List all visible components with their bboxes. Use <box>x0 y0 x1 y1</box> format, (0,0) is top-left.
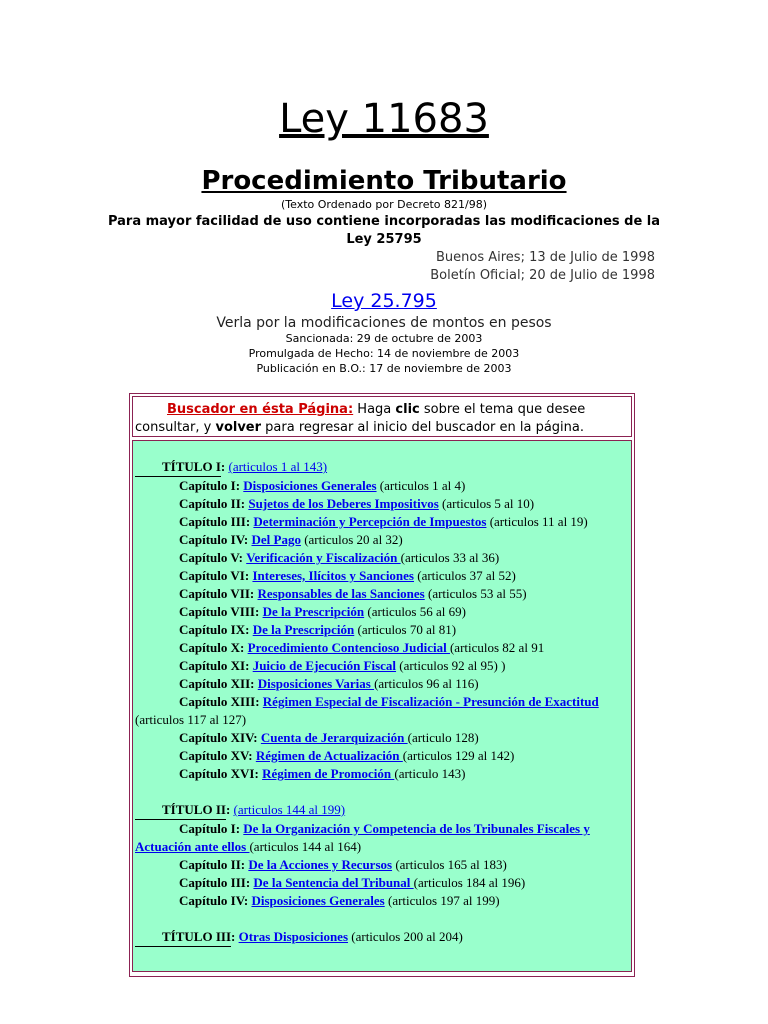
chapter-articles: (articulos 33 al 36) <box>400 550 500 565</box>
titulo-i-chapter-row <box>135 549 629 567</box>
law-subtitle: Procedimiento Tributario <box>201 166 567 196</box>
titulo-iii-link[interactable]: Otras Disposiciones <box>238 929 349 944</box>
chapter-label: Capítulo XIII: <box>179 694 260 709</box>
chapter-link[interactable]: Régimen Especial de Fiscalización - Presunción de Exactitud <box>262 694 599 709</box>
chapter-link[interactable]: De la Prescripción <box>252 622 355 637</box>
chapter-label: Capítulo XV: <box>179 748 253 763</box>
chapter-articles: (articulos 129 al 142) <box>402 748 515 763</box>
chapter-link[interactable]: De la Acciones y Recursos <box>248 857 393 872</box>
chapter-link[interactable]: Disposiciones Varias <box>257 676 375 691</box>
ley-25795-row <box>0 288 768 314</box>
chapter-label: Capítulo IV: <box>179 532 249 547</box>
chapter-label: Capítulo IV: <box>179 893 249 908</box>
chapter-link[interactable]: De la Organización y Competencia de los Tribunales Fiscales y Actuación ante ellos <box>135 821 590 854</box>
chapter-link[interactable]: Procedimiento Contencioso Judicial <box>247 640 450 655</box>
titulo-i-link[interactable]: (articulos 1 al 143) <box>228 459 328 474</box>
chapter-articles: (articulos 5 al 10) <box>438 496 535 511</box>
chapter-label: Capítulo I: <box>179 821 241 836</box>
chapter-label: Capítulo VII: <box>179 586 255 601</box>
modifications-note: Para mayor facilidad de uso contiene incorporadas las modificaciones de la Ley 25795 <box>107 214 661 247</box>
titulo-i-chapter-row <box>135 585 629 603</box>
chapter-index <box>132 440 632 972</box>
chapter-link[interactable]: Régimen de Promoción <box>262 766 395 781</box>
titulo-i-chapter-row <box>135 477 629 495</box>
search-text-3: para regresar al inicio del buscador en la página. <box>261 420 584 435</box>
titulo-ii-chapter-row <box>135 874 629 892</box>
chapter-link[interactable]: Juicio de Ejecución Fiscal <box>252 658 397 673</box>
chapter-link[interactable]: Verificación y Fiscalización <box>246 550 401 565</box>
chapter-articles: (articulos 70 al 81) <box>354 622 457 637</box>
chapter-label: Capítulo V: <box>179 550 243 565</box>
chapter-link[interactable]: Cuenta de Jerarquización <box>260 730 408 745</box>
titulo-iii-label: TÍTULO III <box>135 928 231 947</box>
titulo-ii-link[interactable]: (articulos 144 al 199) <box>233 802 346 817</box>
publicacion-date: Publicación en B.O.: 17 de noviembre de 2003 <box>256 362 512 375</box>
titulo-i-chapters <box>135 477 629 783</box>
chapter-label: Capítulo XII: <box>179 676 255 691</box>
chapter-link[interactable]: Régimen de Actualización <box>255 748 403 763</box>
titulo-ii-chapters <box>135 820 629 910</box>
chapter-label: Capítulo IX: <box>179 622 250 637</box>
ordered-text: (Texto Ordenado por Decreto 821/98) <box>280 198 488 211</box>
titulo-i-chapter-row <box>135 657 629 675</box>
chapter-label: Capítulo XIV: <box>179 730 258 745</box>
chapter-label: Capítulo III: <box>179 875 251 890</box>
titulo-i-chapter-row <box>135 495 629 513</box>
titulo-ii-label: TÍTULO II <box>135 801 226 820</box>
promulgada-date: Promulgada de Hecho: 14 de noviembre de 2003 <box>248 347 520 360</box>
titulo-i-chapter-row <box>135 729 629 747</box>
chapter-label: Capítulo XI: <box>179 658 250 673</box>
titulo-i-chapter-row <box>135 621 629 639</box>
titulo-i-chapter-row <box>135 675 629 693</box>
titulo-i-chapter-row <box>135 603 629 621</box>
search-text-2: sobre el tema que desee consultar, y <box>135 402 586 435</box>
titulo-i-chapter-row <box>135 531 629 549</box>
chapter-articles: (articulos 117 al 127) <box>135 712 247 727</box>
chapter-articles: (articulos 165 al 183) <box>392 857 507 872</box>
chapter-label: Capítulo VI: <box>179 568 250 583</box>
titulo-ii-chapter-row <box>135 820 629 856</box>
sancionada-date: Sancionada: 29 de octubre de 2003 <box>285 332 483 345</box>
titulo-i-row <box>135 458 629 477</box>
chapter-link[interactable]: Del Pago <box>251 532 301 547</box>
chapter-articles: (articulos 1 al 4) <box>376 478 466 493</box>
chapter-articles: (articulo 143) <box>394 766 466 781</box>
search-heading: Buscador en ésta Página: <box>167 402 354 417</box>
titulo-ii-chapter-row <box>135 856 629 874</box>
chapter-articles: (articulos 184 al 196) <box>413 875 526 890</box>
chapter-label: Capítulo VIII: <box>179 604 260 619</box>
chapter-link[interactable]: De la Prescripción <box>262 604 365 619</box>
ley-25795-link[interactable]: Ley 25.795 <box>331 290 437 312</box>
chapter-link[interactable]: Sujetos de los Deberes Impositivos <box>248 496 439 511</box>
titulo-i-label: TÍTULO I <box>135 458 221 477</box>
chapter-label: Capítulo X: <box>179 640 245 655</box>
titulo-iii-sep: : <box>231 929 239 944</box>
index-box <box>129 393 635 977</box>
search-bold-volver: volver <box>215 420 262 435</box>
chapter-link[interactable]: Determinación y Percepción de Impuestos <box>253 514 487 529</box>
chapter-label: Capítulo II: <box>179 857 246 872</box>
chapter-link[interactable]: Responsables de las Sanciones <box>257 586 425 601</box>
chapter-label: Capítulo III: <box>179 514 251 529</box>
chapter-link[interactable]: De la Sentencia del Tribunal <box>253 875 414 890</box>
verla-text: Verla por la modificaciones de montos en pesos <box>216 315 552 331</box>
date-buenos-aires: Buenos Aires; 13 de Julio de 1998 <box>435 250 655 265</box>
titulo-iii-row <box>135 928 629 947</box>
chapter-articles: (articulos 96 al 116) <box>374 676 479 691</box>
chapter-label: Capítulo XVI: <box>179 766 259 781</box>
titulo-i-chapter-row <box>135 567 629 585</box>
chapter-articles: (articulos 37 al 52) <box>414 568 516 583</box>
titulo-i-chapter-row <box>135 513 629 531</box>
titulo-ii-sep: : <box>225 802 234 817</box>
titulo-iii-arts: (articulos 200 al 204) <box>348 929 463 944</box>
chapter-articles: (articulo 128) <box>407 730 479 745</box>
chapter-articles: (articulos 82 al 91 <box>449 640 545 655</box>
chapter-link[interactable]: Intereses, Ilícitos y Sanciones <box>252 568 414 583</box>
chapter-articles: (articulos 20 al 32) <box>300 532 403 547</box>
titulo-ii-row <box>135 801 629 820</box>
chapter-articles: (articulos 92 al 95) ) <box>396 658 506 673</box>
titulo-i-chapter-row <box>135 747 629 765</box>
date-boletin-oficial: Boletín Oficial; 20 de Julio de 1998 <box>430 268 655 283</box>
titulo-i-chapter-row <box>135 639 629 657</box>
search-text-1: Haga <box>353 402 396 417</box>
titulo-ii-chapter-row <box>135 892 629 910</box>
chapter-articles: (articulos 56 al 69) <box>364 604 466 619</box>
search-bold-clic: clic <box>395 402 420 417</box>
chapter-articles: (articulos 53 al 55) <box>424 586 527 601</box>
chapter-articles: (articulos 197 al 199) <box>384 893 500 908</box>
search-instructions <box>132 396 632 437</box>
chapter-link[interactable]: Disposiciones Generales <box>243 478 377 493</box>
chapter-label: Capítulo II: <box>179 496 246 511</box>
titulo-i-chapter-row <box>135 765 629 783</box>
chapter-articles: (articulos 144 al 164) <box>249 839 362 854</box>
chapter-label: Capítulo I: <box>179 478 241 493</box>
titulo-i-sep: : <box>220 459 229 474</box>
chapter-link[interactable]: Disposiciones Generales <box>251 893 385 908</box>
chapter-articles: (articulos 11 al 19) <box>486 514 588 529</box>
titulo-i-chapter-row <box>135 693 629 729</box>
law-title: Ley 11683 <box>279 96 489 142</box>
